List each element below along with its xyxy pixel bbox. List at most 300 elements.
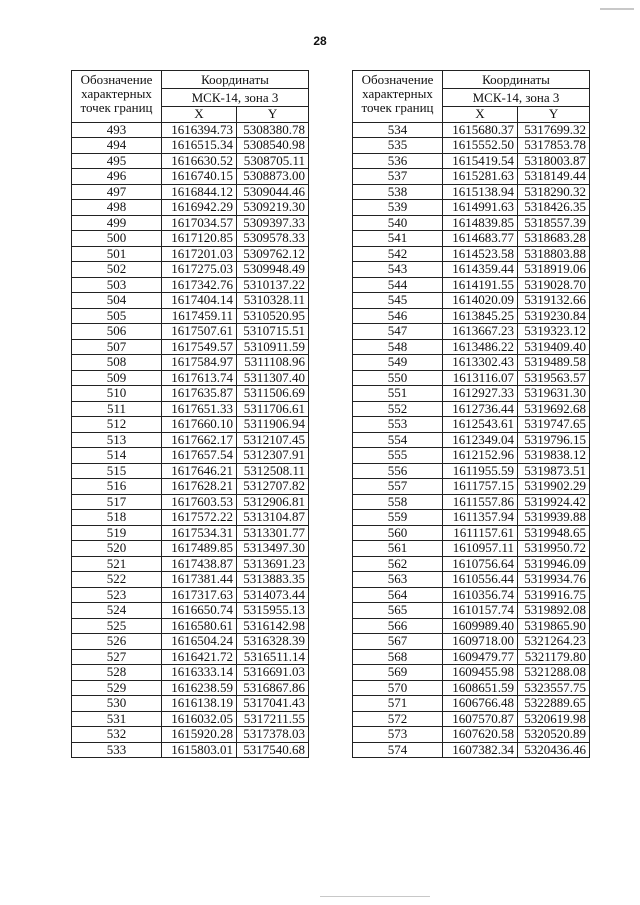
- y-coordinate-cell: 5318803.88: [518, 246, 590, 262]
- x-coordinate-cell: 1609718.00: [443, 634, 518, 650]
- table-row: [72, 448, 309, 464]
- table-row: [353, 355, 590, 371]
- table-row: [72, 432, 309, 448]
- coordinate-system-header: МСК-14, зона 3: [162, 89, 309, 107]
- y-coordinate-cell: 5319132.66: [518, 293, 590, 309]
- point-number-cell: 519: [72, 525, 162, 541]
- point-number-cell: 515: [72, 463, 162, 479]
- point-number-cell: 540: [353, 215, 443, 231]
- y-coordinate-cell: 5316328.39: [237, 634, 309, 650]
- y-coordinate-cell: 5319692.68: [518, 401, 590, 417]
- y-coordinate-cell: 5319924.42: [518, 494, 590, 510]
- x-coordinate-cell: 1612349.04: [443, 432, 518, 448]
- y-coordinate-cell: 5309044.46: [237, 184, 309, 200]
- table-row: [72, 184, 309, 200]
- y-coordinate-cell: 5311307.40: [237, 370, 309, 386]
- x-coordinate-cell: 1616032.05: [162, 711, 237, 727]
- x-coordinate-cell: 1617034.57: [162, 215, 237, 231]
- table-row: [72, 200, 309, 216]
- table-row: [353, 649, 590, 665]
- point-number-cell: 567: [353, 634, 443, 650]
- y-coordinate-cell: 5313301.77: [237, 525, 309, 541]
- table-row: [353, 200, 590, 216]
- x-coordinate-cell: 1614020.09: [443, 293, 518, 309]
- page-number: 28: [313, 34, 327, 48]
- x-coordinate-cell: 1611757.15: [443, 479, 518, 495]
- point-number-cell: 555: [353, 448, 443, 464]
- table-row: [72, 742, 309, 758]
- y-coordinate-cell: 5319631.30: [518, 386, 590, 402]
- label-line-1: Обозначение: [80, 72, 153, 87]
- table-row: [353, 122, 590, 138]
- table-row: [353, 680, 590, 696]
- y-coordinate-cell: 5321179.80: [518, 649, 590, 665]
- table-row: [353, 215, 590, 231]
- y-coordinate-cell: 5319873.51: [518, 463, 590, 479]
- y-coordinate-cell: 5310137.22: [237, 277, 309, 293]
- table-row: [353, 448, 590, 464]
- table-row: [72, 556, 309, 572]
- point-number-cell: 494: [72, 138, 162, 154]
- table-row: [72, 572, 309, 588]
- table-row: [72, 122, 309, 138]
- x-coordinate-cell: 1612543.61: [443, 417, 518, 433]
- scan-mark-bottom: [320, 896, 430, 897]
- table-row: [353, 417, 590, 433]
- y-coordinate-cell: 5308873.00: [237, 169, 309, 185]
- x-coordinate-cell: 1615138.94: [443, 184, 518, 200]
- table-row: [353, 742, 590, 758]
- x-coordinate-cell: 1615920.28: [162, 727, 237, 743]
- table-row: [353, 277, 590, 293]
- table-row: [72, 711, 309, 727]
- y-coordinate-cell: 5319950.72: [518, 541, 590, 557]
- y-coordinate-cell: 5313883.35: [237, 572, 309, 588]
- point-number-cell: 523: [72, 587, 162, 603]
- point-number-cell: 511: [72, 401, 162, 417]
- table-row: [72, 277, 309, 293]
- table-row: [72, 525, 309, 541]
- point-number-cell: 528: [72, 665, 162, 681]
- y-column-header: Y: [518, 107, 590, 123]
- y-coordinate-cell: 5321264.23: [518, 634, 590, 650]
- point-number-cell: 522: [72, 572, 162, 588]
- table-row: [353, 696, 590, 712]
- table-row: [353, 665, 590, 681]
- point-number-cell: 530: [72, 696, 162, 712]
- x-coordinate-cell: 1617507.61: [162, 324, 237, 340]
- y-coordinate-cell: 5308705.11: [237, 153, 309, 169]
- x-coordinate-cell: 1617662.17: [162, 432, 237, 448]
- point-number-cell: 507: [72, 339, 162, 355]
- table-row: [72, 355, 309, 371]
- point-number-cell: 542: [353, 246, 443, 262]
- y-coordinate-cell: 5317853.78: [518, 138, 590, 154]
- point-number-cell: 501: [72, 246, 162, 262]
- table-row: [353, 262, 590, 278]
- x-coordinate-cell: 1607620.58: [443, 727, 518, 743]
- x-coordinate-cell: 1616238.59: [162, 680, 237, 696]
- point-number-cell: 497: [72, 184, 162, 200]
- point-number-cell: 564: [353, 587, 443, 603]
- label-line-2: характерных: [362, 86, 433, 101]
- table-row: [353, 572, 590, 588]
- table-row: [353, 494, 590, 510]
- x-coordinate-cell: 1616630.52: [162, 153, 237, 169]
- y-coordinate-cell: 5314073.44: [237, 587, 309, 603]
- x-coordinate-cell: 1610756.64: [443, 556, 518, 572]
- x-coordinate-cell: 1616394.73: [162, 122, 237, 138]
- point-number-cell: 554: [353, 432, 443, 448]
- y-coordinate-cell: 5318919.06: [518, 262, 590, 278]
- y-coordinate-cell: 5315955.13: [237, 603, 309, 619]
- x-coordinate-cell: 1611157.61: [443, 525, 518, 541]
- x-coordinate-cell: 1617660.10: [162, 417, 237, 433]
- point-number-cell: 516: [72, 479, 162, 495]
- y-coordinate-cell: 5318426.35: [518, 200, 590, 216]
- x-coordinate-cell: 1610356.74: [443, 587, 518, 603]
- x-coordinate-cell: 1614839.85: [443, 215, 518, 231]
- point-number-cell: 547: [353, 324, 443, 340]
- table-row: [72, 308, 309, 324]
- y-coordinate-cell: 5319948.65: [518, 525, 590, 541]
- point-number-cell: 498: [72, 200, 162, 216]
- y-coordinate-cell: 5319796.15: [518, 432, 590, 448]
- y-coordinate-cell: 5321288.08: [518, 665, 590, 681]
- point-number-cell: 521: [72, 556, 162, 572]
- x-coordinate-cell: 1617549.57: [162, 339, 237, 355]
- table-row: [353, 184, 590, 200]
- point-number-cell: 534: [353, 122, 443, 138]
- y-coordinate-cell: 5313497.30: [237, 541, 309, 557]
- table-row: [72, 494, 309, 510]
- y-coordinate-cell: 5312508.11: [237, 463, 309, 479]
- point-number-cell: 536: [353, 153, 443, 169]
- table-row: [72, 293, 309, 309]
- y-coordinate-cell: 5316691.03: [237, 665, 309, 681]
- y-coordinate-cell: 5312906.81: [237, 494, 309, 510]
- x-coordinate-cell: 1614991.63: [443, 200, 518, 216]
- y-coordinate-cell: 5319939.88: [518, 510, 590, 526]
- x-coordinate-cell: 1617317.63: [162, 587, 237, 603]
- y-coordinate-cell: 5319892.08: [518, 603, 590, 619]
- point-number-cell: 550: [353, 370, 443, 386]
- x-coordinate-cell: 1614191.55: [443, 277, 518, 293]
- point-number-cell: 513: [72, 432, 162, 448]
- point-number-cell: 499: [72, 215, 162, 231]
- x-coordinate-cell: 1611955.59: [443, 463, 518, 479]
- point-number-cell: 544: [353, 277, 443, 293]
- coordinates-table-right: [352, 70, 590, 758]
- x-coordinate-cell: 1617438.87: [162, 556, 237, 572]
- x-coordinate-cell: 1617275.03: [162, 262, 237, 278]
- x-coordinate-cell: 1617635.87: [162, 386, 237, 402]
- table-row: [353, 386, 590, 402]
- point-number-cell: 551: [353, 386, 443, 402]
- table-row: [353, 324, 590, 340]
- y-coordinate-cell: 5308540.98: [237, 138, 309, 154]
- x-coordinate-cell: 1617613.74: [162, 370, 237, 386]
- coordinate-system-header: МСК-14, зона 3: [443, 89, 590, 107]
- y-coordinate-cell: 5311906.94: [237, 417, 309, 433]
- x-coordinate-cell: 1611557.86: [443, 494, 518, 510]
- table-row: [353, 510, 590, 526]
- y-coordinate-cell: 5311706.61: [237, 401, 309, 417]
- point-number-cell: 514: [72, 448, 162, 464]
- y-coordinate-cell: 5320619.98: [518, 711, 590, 727]
- table-row: [353, 479, 590, 495]
- table-row: [72, 215, 309, 231]
- x-coordinate-cell: 1617120.85: [162, 231, 237, 247]
- point-number-cell: 505: [72, 308, 162, 324]
- table-row: [353, 432, 590, 448]
- point-number-cell: 570: [353, 680, 443, 696]
- y-coordinate-cell: 5311506.69: [237, 386, 309, 402]
- point-number-cell: 552: [353, 401, 443, 417]
- table-row: [353, 634, 590, 650]
- y-coordinate-cell: 5312707.82: [237, 479, 309, 495]
- x-coordinate-cell: 1617534.31: [162, 525, 237, 541]
- point-number-cell: 532: [72, 727, 162, 743]
- table-row: [72, 401, 309, 417]
- table-row: [72, 618, 309, 634]
- y-coordinate-cell: 5317211.55: [237, 711, 309, 727]
- x-coordinate-cell: 1616650.74: [162, 603, 237, 619]
- y-coordinate-cell: 5317041.43: [237, 696, 309, 712]
- label-line-2: характерных: [81, 86, 152, 101]
- x-coordinate-cell: 1611357.94: [443, 510, 518, 526]
- point-number-cell: 572: [353, 711, 443, 727]
- point-number-cell: 557: [353, 479, 443, 495]
- coordinates-header: Координаты: [162, 71, 309, 89]
- y-coordinate-cell: 5309948.49: [237, 262, 309, 278]
- point-number-cell: 560: [353, 525, 443, 541]
- point-label-header: [72, 71, 162, 123]
- point-number-cell: 509: [72, 370, 162, 386]
- point-number-cell: 524: [72, 603, 162, 619]
- table-row: [72, 370, 309, 386]
- point-number-cell: 559: [353, 510, 443, 526]
- point-number-cell: 500: [72, 231, 162, 247]
- point-number-cell: 504: [72, 293, 162, 309]
- point-number-cell: 538: [353, 184, 443, 200]
- point-number-cell: 526: [72, 634, 162, 650]
- table-row: [72, 463, 309, 479]
- table-row: [353, 711, 590, 727]
- x-coordinate-cell: 1617342.76: [162, 277, 237, 293]
- point-number-cell: 529: [72, 680, 162, 696]
- x-coordinate-cell: 1610157.74: [443, 603, 518, 619]
- x-coordinate-cell: 1613116.07: [443, 370, 518, 386]
- point-number-cell: 506: [72, 324, 162, 340]
- table-row: [353, 231, 590, 247]
- point-number-cell: 543: [353, 262, 443, 278]
- x-coordinate-cell: 1615419.54: [443, 153, 518, 169]
- point-number-cell: 518: [72, 510, 162, 526]
- y-coordinate-cell: 5308380.78: [237, 122, 309, 138]
- point-number-cell: 562: [353, 556, 443, 572]
- x-coordinate-cell: 1617628.21: [162, 479, 237, 495]
- x-coordinate-cell: 1617651.33: [162, 401, 237, 417]
- x-coordinate-cell: 1617489.85: [162, 541, 237, 557]
- y-coordinate-cell: 5319934.76: [518, 572, 590, 588]
- x-coordinate-cell: 1616515.34: [162, 138, 237, 154]
- x-coordinate-cell: 1609989.40: [443, 618, 518, 634]
- x-coordinate-cell: 1617572.22: [162, 510, 237, 526]
- table-row: [72, 541, 309, 557]
- x-coordinate-cell: 1615281.63: [443, 169, 518, 185]
- x-coordinate-cell: 1616740.15: [162, 169, 237, 185]
- x-coordinate-cell: 1615680.37: [443, 122, 518, 138]
- table-row: [72, 262, 309, 278]
- x-coordinate-cell: 1610957.11: [443, 541, 518, 557]
- y-coordinate-cell: 5309578.33: [237, 231, 309, 247]
- x-coordinate-cell: 1616421.72: [162, 649, 237, 665]
- x-coordinate-cell: 1614359.44: [443, 262, 518, 278]
- point-number-cell: 502: [72, 262, 162, 278]
- x-coordinate-cell: 1617459.11: [162, 308, 237, 324]
- y-coordinate-cell: 5309397.33: [237, 215, 309, 231]
- y-coordinate-cell: 5319902.29: [518, 479, 590, 495]
- point-number-cell: 574: [353, 742, 443, 758]
- coordinates-header: Координаты: [443, 71, 590, 89]
- table-row: [72, 324, 309, 340]
- x-column-header: X: [443, 107, 518, 123]
- table-row: [72, 246, 309, 262]
- table-row: [72, 680, 309, 696]
- point-number-cell: 549: [353, 355, 443, 371]
- y-coordinate-cell: 5319747.65: [518, 417, 590, 433]
- y-coordinate-cell: 5317540.68: [237, 742, 309, 758]
- x-coordinate-cell: 1615552.50: [443, 138, 518, 154]
- label-line-3: точек границ: [361, 100, 434, 115]
- table-row: [72, 696, 309, 712]
- point-number-cell: 493: [72, 122, 162, 138]
- point-number-cell: 512: [72, 417, 162, 433]
- x-coordinate-cell: 1613667.23: [443, 324, 518, 340]
- table-row: [353, 138, 590, 154]
- x-coordinate-cell: 1612152.96: [443, 448, 518, 464]
- table-row: [72, 231, 309, 247]
- point-number-cell: 545: [353, 293, 443, 309]
- label-line-3: точек границ: [80, 100, 153, 115]
- table-row: [72, 603, 309, 619]
- y-coordinate-cell: 5320520.89: [518, 727, 590, 743]
- table-row: [353, 525, 590, 541]
- table-row: [353, 587, 590, 603]
- y-coordinate-cell: 5312307.91: [237, 448, 309, 464]
- x-coordinate-cell: 1614523.58: [443, 246, 518, 262]
- y-coordinate-cell: 5309219.30: [237, 200, 309, 216]
- table-row: [353, 370, 590, 386]
- y-coordinate-cell: 5319916.75: [518, 587, 590, 603]
- point-number-cell: 553: [353, 417, 443, 433]
- table-row: [72, 153, 309, 169]
- y-coordinate-cell: 5318290.32: [518, 184, 590, 200]
- x-coordinate-cell: 1614683.77: [443, 231, 518, 247]
- x-coordinate-cell: 1616504.24: [162, 634, 237, 650]
- table-row: [353, 308, 590, 324]
- y-coordinate-cell: 5317699.32: [518, 122, 590, 138]
- point-number-cell: 510: [72, 386, 162, 402]
- table-body-right: [353, 122, 590, 758]
- point-number-cell: 558: [353, 494, 443, 510]
- y-coordinate-cell: 5311108.96: [237, 355, 309, 371]
- point-number-cell: 566: [353, 618, 443, 634]
- table-row: [72, 386, 309, 402]
- point-number-cell: 503: [72, 277, 162, 293]
- table-row: [72, 417, 309, 433]
- table-row: [353, 541, 590, 557]
- y-coordinate-cell: 5320436.46: [518, 742, 590, 758]
- point-number-cell: 571: [353, 696, 443, 712]
- x-coordinate-cell: 1615803.01: [162, 742, 237, 758]
- x-coordinate-cell: 1610556.44: [443, 572, 518, 588]
- y-coordinate-cell: 5319028.70: [518, 277, 590, 293]
- table-row: [72, 510, 309, 526]
- x-column-header: X: [162, 107, 237, 123]
- y-coordinate-cell: 5318683.28: [518, 231, 590, 247]
- y-coordinate-cell: 5310328.11: [237, 293, 309, 309]
- x-coordinate-cell: 1617603.53: [162, 494, 237, 510]
- y-coordinate-cell: 5309762.12: [237, 246, 309, 262]
- x-coordinate-cell: 1613845.25: [443, 308, 518, 324]
- y-column-header: Y: [237, 107, 309, 123]
- table-body-left: [72, 122, 309, 758]
- x-coordinate-cell: 1617404.14: [162, 293, 237, 309]
- y-coordinate-cell: 5319409.40: [518, 339, 590, 355]
- x-coordinate-cell: 1607382.34: [443, 742, 518, 758]
- x-coordinate-cell: 1609479.77: [443, 649, 518, 665]
- y-coordinate-cell: 5312107.45: [237, 432, 309, 448]
- table-row: [72, 727, 309, 743]
- table-row: [353, 293, 590, 309]
- x-coordinate-cell: 1616138.19: [162, 696, 237, 712]
- y-coordinate-cell: 5318149.44: [518, 169, 590, 185]
- x-coordinate-cell: 1612736.44: [443, 401, 518, 417]
- table-row: [72, 169, 309, 185]
- table-row: [72, 479, 309, 495]
- y-coordinate-cell: 5318557.39: [518, 215, 590, 231]
- x-coordinate-cell: 1612927.33: [443, 386, 518, 402]
- table-row: [72, 665, 309, 681]
- coordinates-table-left: [71, 70, 309, 758]
- table-row: [353, 246, 590, 262]
- table-row: [353, 603, 590, 619]
- y-coordinate-cell: 5319946.09: [518, 556, 590, 572]
- y-coordinate-cell: 5316867.86: [237, 680, 309, 696]
- x-coordinate-cell: 1616942.29: [162, 200, 237, 216]
- y-coordinate-cell: 5319323.12: [518, 324, 590, 340]
- point-number-cell: 563: [353, 572, 443, 588]
- x-coordinate-cell: 1617646.21: [162, 463, 237, 479]
- x-coordinate-cell: 1617381.44: [162, 572, 237, 588]
- y-coordinate-cell: 5313104.87: [237, 510, 309, 526]
- x-coordinate-cell: 1613486.22: [443, 339, 518, 355]
- x-coordinate-cell: 1606766.48: [443, 696, 518, 712]
- point-number-cell: 569: [353, 665, 443, 681]
- point-number-cell: 568: [353, 649, 443, 665]
- table-row: [353, 153, 590, 169]
- table-row: [72, 138, 309, 154]
- point-number-cell: 533: [72, 742, 162, 758]
- point-number-cell: 508: [72, 355, 162, 371]
- point-number-cell: 573: [353, 727, 443, 743]
- x-coordinate-cell: 1609455.98: [443, 665, 518, 681]
- table-row: [353, 339, 590, 355]
- y-coordinate-cell: 5310520.95: [237, 308, 309, 324]
- point-number-cell: 496: [72, 169, 162, 185]
